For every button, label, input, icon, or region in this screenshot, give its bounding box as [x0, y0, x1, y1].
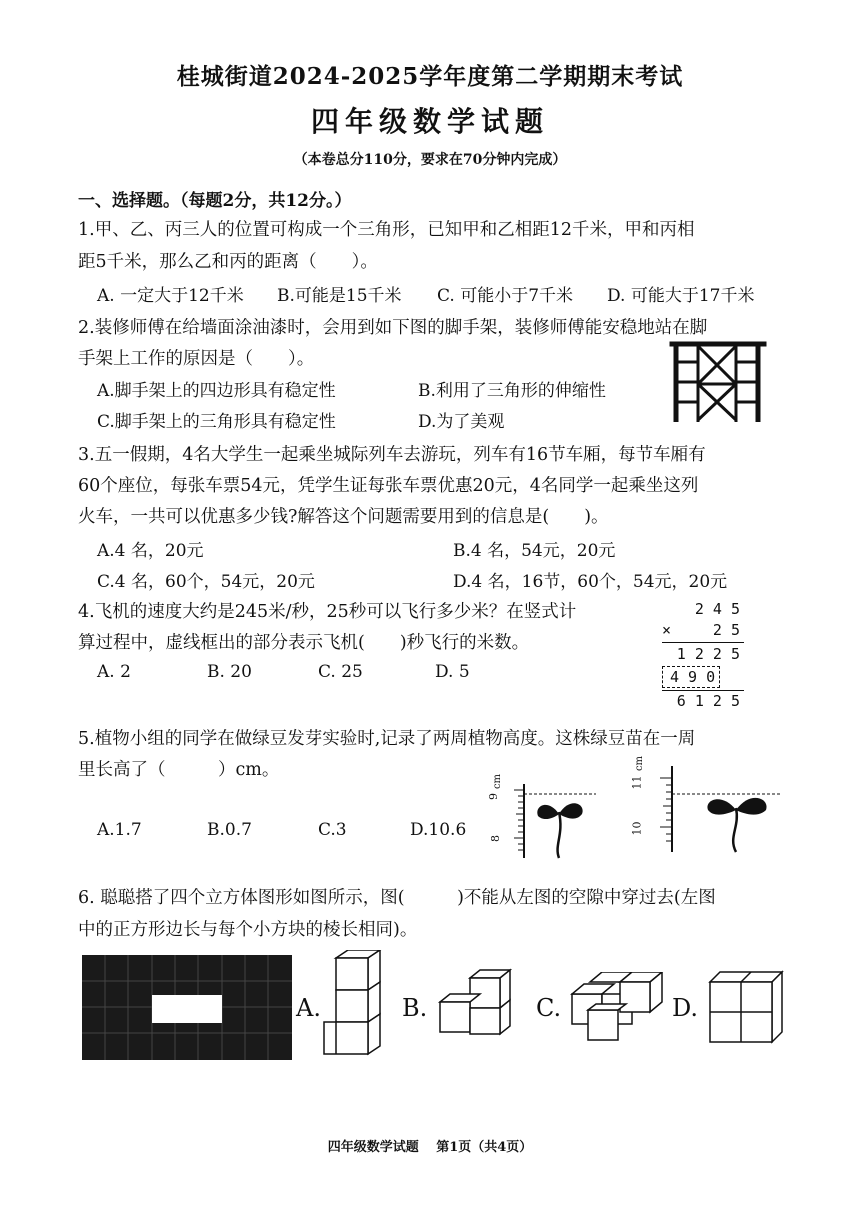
- q1-option-c: C. 可能小于7千米: [437, 286, 574, 306]
- q6-line1: 6. 聪聪搭了四个立方体图形如图所示，图( )不能从左图的空隙中穿过去(左图: [78, 888, 716, 908]
- calc-line1: [662, 642, 744, 643]
- q3-line3: 火车，一共可以优惠多少钱?解答这个问题需要用到的信息是( )。: [78, 507, 609, 527]
- figure-label-a: A.: [296, 994, 321, 1022]
- calc-row3: 1 2 2 5: [676, 645, 740, 663]
- q4-option-a: A. 2: [97, 662, 131, 682]
- q2-option-d: D.为了美观: [418, 412, 505, 432]
- q5-option-c: C.3: [318, 820, 347, 840]
- ruler2-unit: cm: [634, 755, 646, 772]
- q5-line1: 5.植物小组的同学在做绿豆发芽实验时,记录了两周植物高度。这株绿豆苗在一周: [78, 729, 696, 749]
- q3-option-a: A.4 名，20元: [97, 541, 204, 561]
- q1-option-d: D. 可能大于17千米: [607, 286, 755, 306]
- calc-row5: 6 1 2 5: [676, 692, 740, 710]
- q1-line1: 1.甲、乙、丙三人的位置可构成一个三角形，已知甲和乙相距12千米，甲和丙相: [78, 220, 695, 240]
- q3-option-c: C.4 名，60个，54元，20元: [97, 572, 315, 592]
- q1-option-a: A. 一定大于12千米: [97, 286, 244, 306]
- exam-title: 桂城街道2024-2025学年度第二学期期末考试: [176, 63, 684, 90]
- ruler2-top-label: 11: [630, 775, 644, 790]
- q2-option-b: B.利用了三角形的伸缩性: [418, 381, 606, 401]
- q5-option-a: A.1.7: [97, 820, 142, 840]
- q4-line2: 算过程中，虚线框出的部分表示飞机( )秒飞行的米数。: [78, 633, 530, 653]
- calc-line2: [662, 690, 744, 691]
- q4-option-d: D. 5: [435, 662, 470, 682]
- calc-sign: ×: [662, 621, 672, 639]
- cube-figure-a: [322, 950, 386, 1062]
- figure-label-d: D.: [672, 994, 699, 1022]
- exam-subtitle: 四年级数学试题: [310, 105, 549, 138]
- calc-row1: 2 4 5: [694, 600, 740, 618]
- section-heading: 一、选择题。（每题2分，共12分。）: [78, 191, 352, 211]
- q6-line2: 中的正方形边长与每个小方块的棱长相同)。: [78, 920, 418, 940]
- sprout-figure-week1: [488, 770, 598, 862]
- cube-figure-c: [570, 972, 670, 1044]
- ruler1-sprout-drawing: [504, 770, 598, 862]
- page-footer: 四年级数学试题 第1页（共4页）: [327, 1140, 533, 1155]
- ruler1-unit: cm: [492, 773, 504, 790]
- q4-line1: 4.飞机的速度大约是245米/秒，25秒可以飞行多少米？在竖式计: [78, 602, 577, 622]
- calc-row2: 2 5: [712, 621, 740, 639]
- cube-figure-d: [706, 970, 786, 1044]
- q5-option-d: D.10.6: [410, 820, 467, 840]
- cube-figure-b: [436, 968, 526, 1040]
- q2-option-c: C.脚手架上的三角形具有稳定性: [97, 412, 336, 432]
- q4-option-b: B. 20: [207, 662, 252, 682]
- q2-line1: 2.装修师傅在给墙面涂油漆时，会用到如下图的脚手架，装修师傅能安稳地站在脚: [78, 318, 708, 338]
- q3-line2: 60个座位，每张车票54元，凭学生证每张车票优惠20元，4名同学一起乘坐这列: [78, 476, 699, 496]
- q3-option-b: B.4 名，54元，20元: [453, 541, 616, 561]
- wall-with-gap: [82, 955, 292, 1060]
- q3-line1: 3.五一假期，4名大学生一起乘坐城际列车去游玩，列车有16节车厢，每节车厢有: [78, 445, 706, 465]
- q5-option-b: B.0.7: [207, 820, 252, 840]
- scaffold-figure: [668, 340, 768, 424]
- q2-option-a: A.脚手架上的四边形具有稳定性: [97, 381, 336, 401]
- ruler2-bottom-label: 10: [630, 821, 644, 836]
- ruler2-sprout-drawing: [648, 752, 782, 856]
- q5-line2: 里长高了（ ）cm。: [78, 760, 280, 780]
- calc-row4: 4 9 0: [670, 668, 716, 686]
- ruler1-bottom-label: 8: [489, 835, 502, 842]
- sprout-figure-week2: [630, 752, 782, 856]
- q1-option-b: B.可能是15千米: [277, 286, 402, 306]
- ruler1-top-label: 9: [487, 793, 500, 800]
- exam-note: （本卷总分110分，要求在70分钟内完成）: [293, 152, 567, 168]
- q4-option-c: C. 25: [318, 662, 363, 682]
- q3-option-d: D.4 名，16节，60个，54元，20元: [453, 572, 728, 592]
- q2-line2: 手架上工作的原因是（ ）。: [78, 349, 315, 369]
- figure-label-c: C.: [536, 994, 562, 1022]
- vertical-multiplication: [660, 598, 750, 712]
- q1-line2: 距5千米，那么乙和丙的距离（ ）。: [78, 252, 378, 272]
- figure-label-b: B.: [402, 994, 428, 1022]
